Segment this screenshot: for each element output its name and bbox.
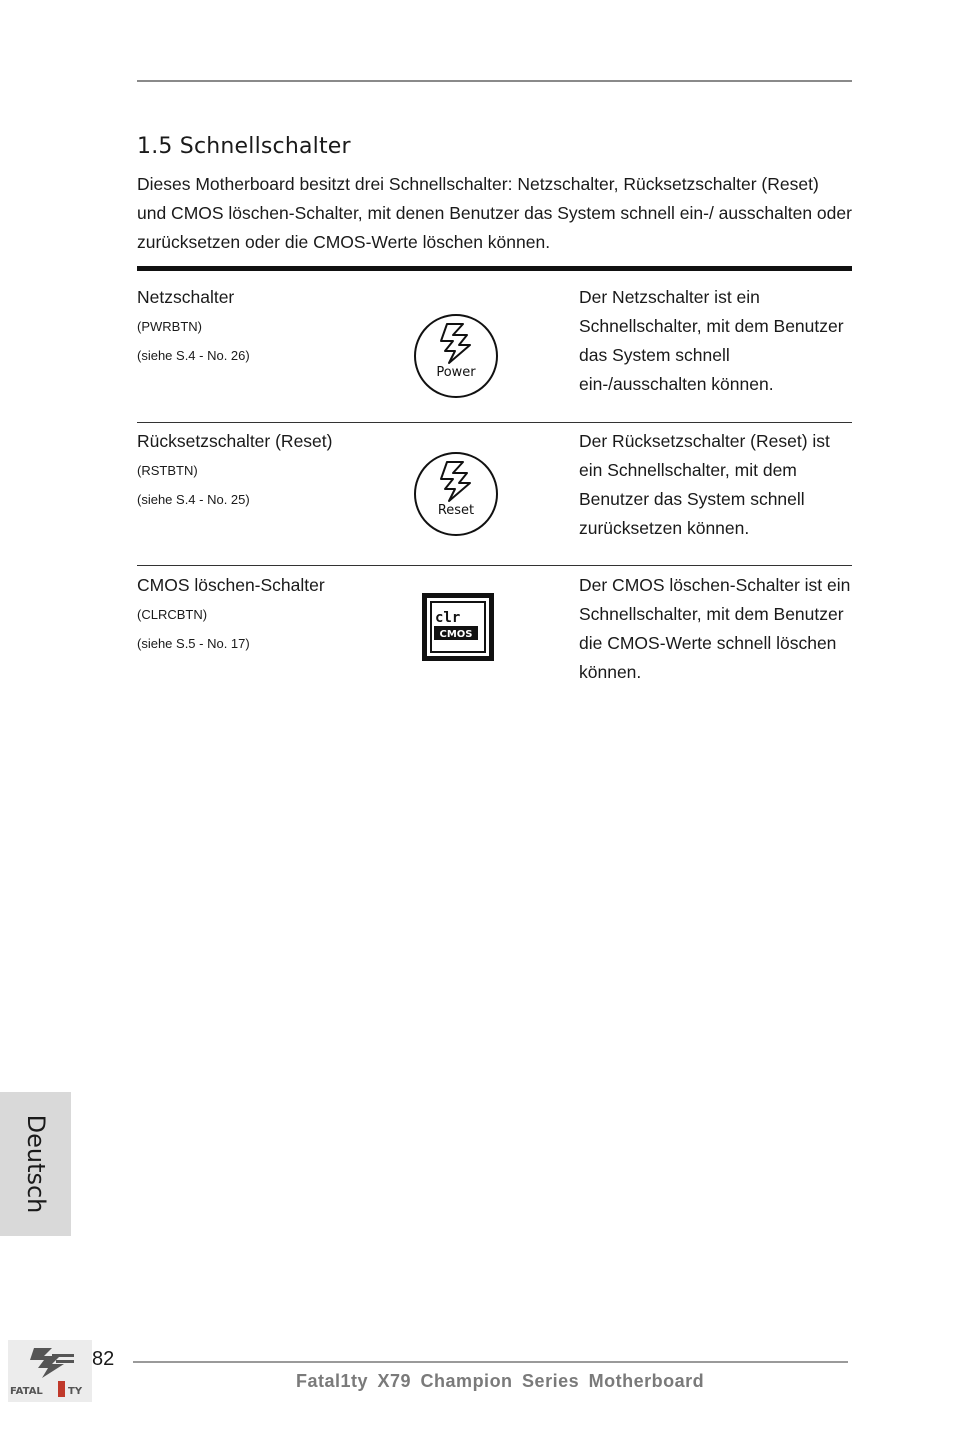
switch-row-reset xyxy=(137,427,852,547)
table-top-rule xyxy=(137,266,852,271)
clear-cmos-button-icon xyxy=(421,592,495,662)
page-number: 82 xyxy=(92,1348,115,1370)
switch-name: Rücksetzschalter (Reset) xyxy=(137,431,333,451)
svg-text:FATAL: FATAL xyxy=(10,1386,43,1397)
switch-code: (CLRCBTN) xyxy=(137,607,208,622)
row-divider xyxy=(137,422,852,423)
header-rule xyxy=(137,80,852,82)
power-button-icon xyxy=(413,313,499,399)
switch-code: (PWRBTN) xyxy=(137,319,202,334)
svg-text:TY: TY xyxy=(68,1386,83,1397)
fatal1ty-logo xyxy=(8,1340,92,1402)
switch-description: Der Rücksetzschalter (Reset) ist ein Schnellschalter, mit dem Benutzer das System schnell zurücksetzen können. xyxy=(579,431,830,538)
switch-row-clear-cmos xyxy=(137,571,852,691)
language-tab xyxy=(0,1092,71,1236)
section-title: 1.5 Schnellschalter xyxy=(137,134,351,159)
footer-rule xyxy=(133,1361,848,1363)
footer-title: Fatal1ty X79 Champion Series Motherboard xyxy=(296,1371,705,1391)
clr-label: clr xyxy=(435,610,461,626)
switch-reference: (siehe S.4 - No. 25) xyxy=(137,492,250,507)
switch-row-power xyxy=(137,283,852,403)
reset-button-label: Reset xyxy=(437,503,475,518)
cmos-label: CMOS xyxy=(439,629,473,640)
reset-button-icon xyxy=(413,451,499,537)
switch-name: CMOS löschen-Schalter xyxy=(137,575,325,595)
switch-name: Netzschalter xyxy=(137,287,235,307)
language-tab-label: Deutsch xyxy=(22,1114,50,1214)
row-divider xyxy=(137,565,852,566)
switch-reference: (siehe S.5 - No. 17) xyxy=(137,636,250,651)
intro-paragraph: Dieses Motherboard besitzt drei Schnellschalter: Netzschalter, Rücksetzschalter (Reset) und CMOS löschen-Schalter, mit denen Benutzer das System schnell ein-/ ausschalten oder zurücksetzen oder die CMOS-Werte löschen können. xyxy=(137,174,852,252)
switch-description: Der CMOS löschen-Schalter ist ein Schnellschalter, mit dem Benutzer die CMOS-Werte schnell löschen können. xyxy=(579,575,851,682)
switch-description: Der Netzschalter ist ein Schnellschalter, mit dem Benutzer das System schnell ein-/ausschalten können. xyxy=(579,287,844,394)
switch-reference: (siehe S.4 - No. 26) xyxy=(137,348,250,363)
switch-code: (RSTBTN) xyxy=(137,463,198,478)
power-button-label: Power xyxy=(436,365,476,380)
